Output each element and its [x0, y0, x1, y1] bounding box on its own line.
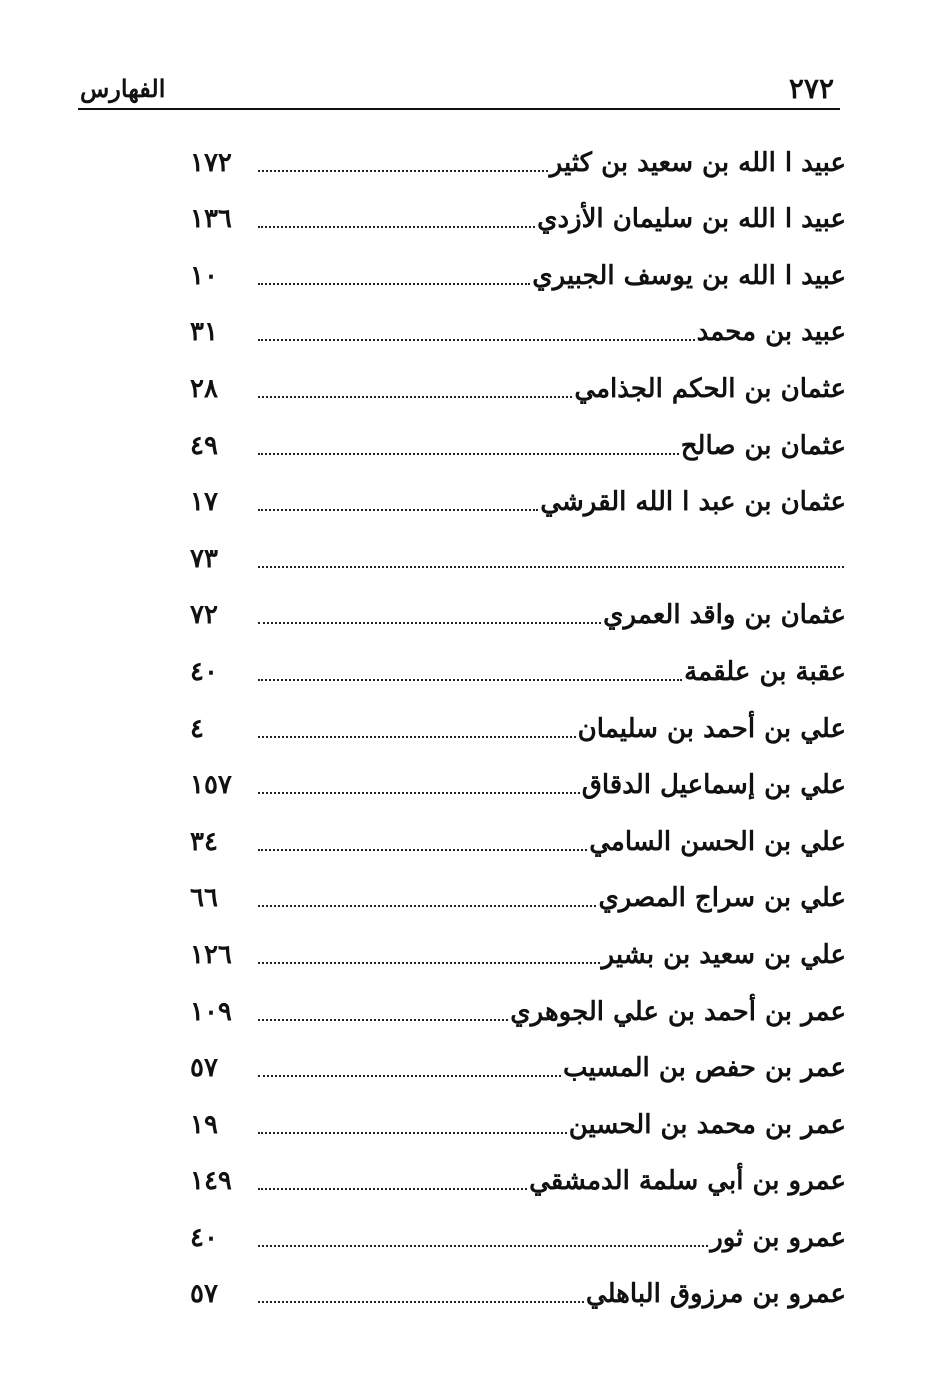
index-entry: [190, 191, 846, 248]
dot-leader: [258, 679, 682, 681]
index-entry: [190, 926, 846, 983]
entry-page-number: ١٧: [190, 487, 218, 518]
entry-page-number: ٧٢: [190, 600, 218, 631]
dot-leader: [258, 1075, 561, 1077]
entry-page-number: ٤: [190, 713, 204, 744]
entry-name: عثمان بن واقد العمري: [603, 600, 846, 631]
entry-page-number: ١٤٩: [190, 1166, 232, 1197]
entry-name: علي بن أحمد بن سليمان: [577, 713, 846, 744]
index-entry: [190, 304, 846, 361]
index-entry: [190, 643, 846, 700]
dot-leader: [258, 453, 679, 455]
index-entry: [190, 587, 846, 644]
entry-name: عمر بن أحمد بن علي الجوهري: [510, 996, 846, 1027]
index-entry: [190, 870, 846, 927]
dot-leader: [258, 962, 600, 964]
index-entry: [190, 530, 846, 587]
dot-leader: [258, 849, 587, 851]
index-entry: [190, 757, 846, 814]
entry-page-number: ٤٠: [190, 1222, 218, 1253]
dot-leader: [258, 170, 548, 172]
entry-name: عمرو بن مرزوق الباهلي: [585, 1279, 846, 1310]
dot-leader: [258, 566, 844, 568]
entry-page-number: ٢٨: [190, 373, 218, 404]
entry-page-number: ١٣٦: [190, 204, 232, 235]
page-header: [78, 66, 840, 110]
index-entry: [190, 417, 846, 474]
entry-name: عمرو بن أبي سلمة الدمشقي: [529, 1166, 846, 1197]
index-entry: [190, 1209, 846, 1266]
entry-page-number: ٤٩: [190, 430, 218, 461]
dot-leader: [258, 509, 538, 511]
dot-leader: [258, 226, 535, 228]
entry-name: عبيد ا الله بن سليمان الأزدي: [537, 204, 846, 235]
entry-name: عمرو بن ثور: [710, 1222, 846, 1253]
index-entry: [190, 360, 846, 417]
entry-page-number: ١٧٢: [190, 147, 232, 178]
index-entry: [190, 1153, 846, 1210]
entry-page-number: ٥٧: [190, 1053, 218, 1084]
entry-page-number: ١٥٧: [190, 770, 232, 801]
entry-name: عبيد بن محمد: [696, 317, 846, 348]
dot-leader: [258, 283, 530, 285]
entry-name: عبيد ا الله بن سعيد بن كثير: [549, 147, 846, 178]
entry-page-number: ١٩: [190, 1109, 218, 1140]
index-entry: [190, 813, 846, 870]
entry-name: علي بن إسماعيل الدقاق: [581, 770, 846, 801]
entry-name: علي بن الحسن السامي: [589, 826, 846, 857]
entry-name: عبيد ا الله بن يوسف الجبيري: [532, 260, 846, 291]
dot-leader: [258, 1301, 584, 1303]
entry-name: عمر بن محمد بن الحسين: [568, 1109, 846, 1140]
entry-page-number: ٥٧: [190, 1279, 218, 1310]
entry-name: عثمان بن صالح: [680, 430, 846, 461]
entry-name: عثمان بن عبد ا الله القرشي: [540, 487, 846, 518]
entry-page-number: ١٠٩: [190, 996, 232, 1027]
page-number: ٢٧٢: [788, 72, 834, 105]
entry-page-number: ١٢٦: [190, 939, 232, 970]
entry-page-number: ٧٣: [190, 543, 218, 574]
dot-leader: [258, 1245, 708, 1247]
entry-name: عقبة بن علقمة: [684, 656, 846, 687]
index-entry: [190, 1040, 846, 1097]
dot-leader: [258, 1188, 527, 1190]
entry-page-number: ١٠: [190, 260, 218, 291]
entry-name: علي بن سعيد بن بشير: [601, 939, 846, 970]
entry-page-number: ٣١: [190, 317, 218, 348]
section-title: الفهارس: [80, 74, 166, 103]
entry-name: عمر بن حفص بن المسيب: [563, 1053, 846, 1084]
index-entry: [190, 700, 846, 757]
dot-leader: [258, 905, 596, 907]
dot-leader: [258, 396, 572, 398]
index-entry: [190, 1266, 846, 1323]
entry-page-number: ٦٦: [190, 883, 218, 914]
index-entry: [190, 474, 846, 531]
index-entry: [190, 134, 846, 191]
index-entry: [190, 1096, 846, 1153]
index-entries-list: [190, 134, 846, 1322]
dot-leader: [258, 736, 576, 738]
dot-leader: [258, 792, 580, 794]
index-entry: [190, 247, 846, 304]
index-entry: [190, 983, 846, 1040]
dot-leader: [258, 339, 695, 341]
entry-name: عثمان بن الحكم الجذامي: [574, 373, 846, 404]
entry-name: علي بن سراج المصري: [598, 883, 846, 914]
dot-leader: [258, 1132, 567, 1134]
dot-leader: [258, 1019, 508, 1021]
entry-page-number: ٤٠: [190, 656, 218, 687]
dot-leader: [258, 622, 601, 624]
entry-page-number: ٣٤: [190, 826, 218, 857]
